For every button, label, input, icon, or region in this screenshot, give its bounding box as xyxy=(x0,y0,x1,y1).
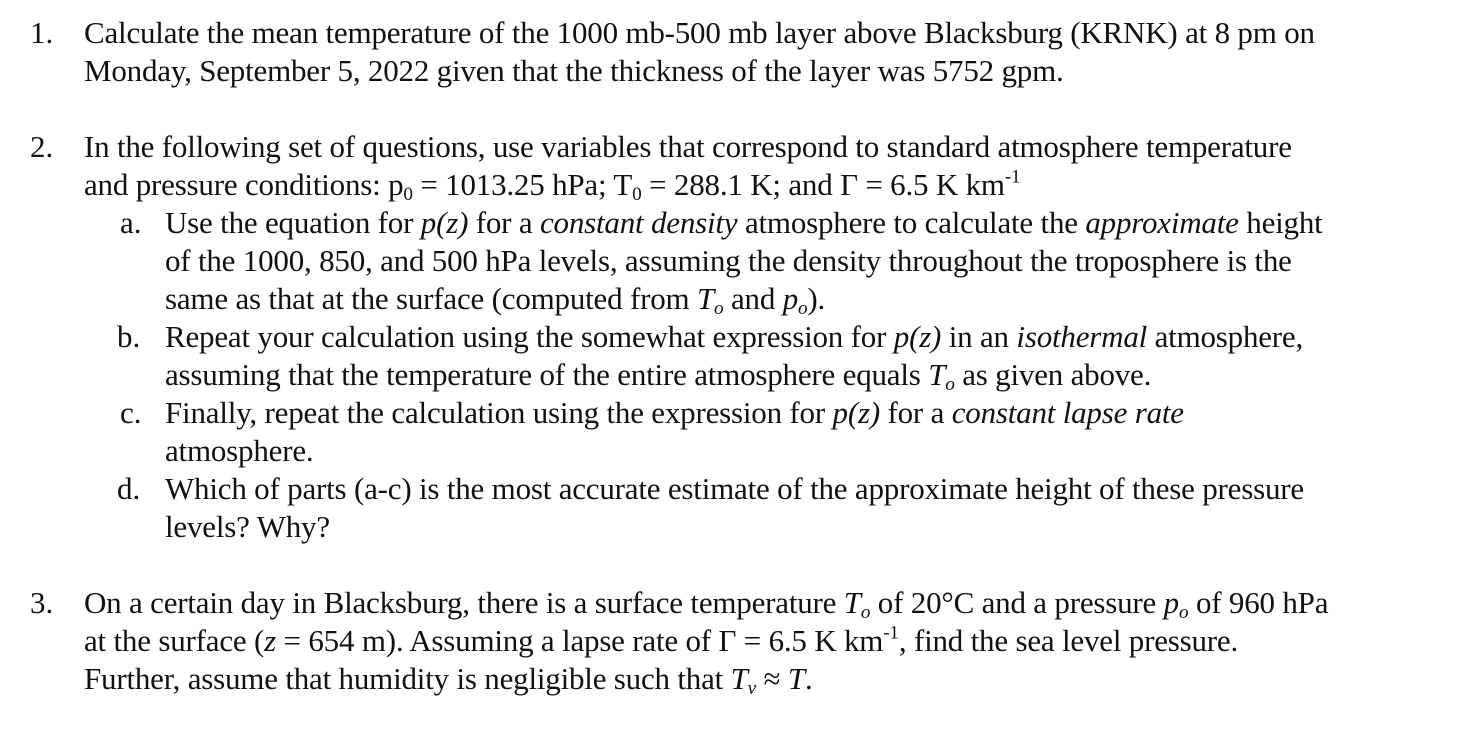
part-d-line-2: levels? Why? xyxy=(165,509,330,544)
question-1-line-2: Monday, September 5, 2022 given that the thickness of the layer was 5752 gpm. xyxy=(84,53,1064,88)
question-3-line-2: at the surface (z = 654 m). Assuming a lapse rate of Γ = 6.5 K $km^{-1}$, find the sea level pressure. xyxy=(84,622,1239,658)
part-b-line-2: assuming that the temperature of the entire atmosphere equals $T_o$ as given above. xyxy=(165,357,1152,395)
part-c-line-1: Finally, repeat the calculation using the expression for p(z) for a constant lapse rate xyxy=(165,395,1184,430)
part-d-line-1: Which of parts (a-c) is the most accurate estimate of the approximate height of these pressure xyxy=(165,471,1304,506)
part-a-line-3: same as that at the surface (computed from $T_o$ and $p_o$). xyxy=(165,281,826,319)
question-2-line-2: and pressure conditions: $p_0 = 1013.25$ hPa; $T_0 = 288.1$ K; and Γ = 6.5 K $km^{-1}$ xyxy=(84,166,1021,205)
question-3-number: 3. xyxy=(30,585,54,620)
question-1-line-1: Calculate the mean temperature of the 1000 mb-500 mb layer above Blacksburg (KRNK) at 8 pm on xyxy=(84,15,1315,50)
part-a-line-1: Use the equation for p(z) for a constant density atmosphere to calculate the approximate height xyxy=(165,205,1323,240)
question-3-line-3: Further, assume that humidity is negligible such that $T_v \approx T$. xyxy=(84,661,813,699)
question-3-line-1: On a certain day in Blacksburg, there is a surface temperature $T_o$ of 20°C and a pressure $p_o$ of 960 hPa xyxy=(84,585,1329,623)
part-b-letter: b. xyxy=(117,319,141,354)
question-2-number: 2. xyxy=(30,129,54,164)
part-a-letter: a. xyxy=(120,205,142,240)
question-2-line-1: In the following set of questions, use variables that correspond to standard atmosphere temperature xyxy=(84,129,1292,164)
part-b-line-1: Repeat your calculation using the somewhat expression for p(z) in an isothermal atmosphere, xyxy=(165,319,1304,354)
question-1-number: 1. xyxy=(30,15,54,50)
part-d-letter: d. xyxy=(117,471,141,506)
part-a-line-2: of the 1000, 850, and 500 hPa levels, assuming the density throughout the troposphere is the xyxy=(165,243,1292,278)
part-c-line-2: atmosphere. xyxy=(165,433,314,468)
part-c-letter: c. xyxy=(120,395,142,430)
